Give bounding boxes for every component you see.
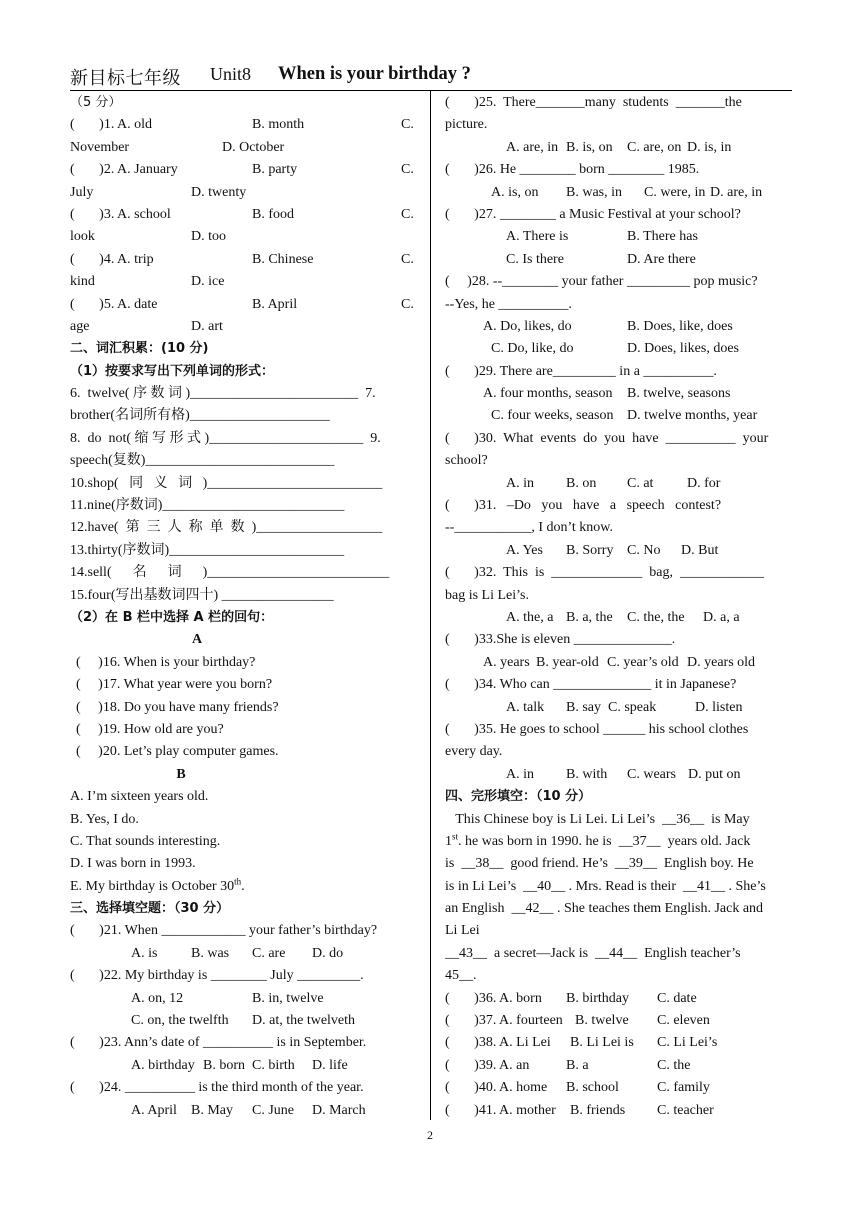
question-28: ( )28. --________ your father _________ pop music? xyxy=(445,274,758,290)
question-24-options: A. April B. May C. June D. March xyxy=(131,1102,366,1118)
match-19: ( )19. How old are you? xyxy=(76,721,224,737)
question-28-options-1: A. Do, likes, do B. Does, like, does xyxy=(483,318,733,334)
question-30-options: A. in B. on C. at D. for xyxy=(506,475,721,491)
passage-line-3: is __38__ good friend. He’s __39__ English boy. He xyxy=(445,856,754,872)
vocab-8: 8. do not( 缩 写 形 式 )______________________ 9. xyxy=(70,430,381,446)
question-33: ( )33.She is eleven ______________. xyxy=(445,632,676,648)
match-17: ( )17. What year were you born? xyxy=(76,677,273,693)
answer-d: D. I was born in 1993. xyxy=(70,856,196,872)
page-header xyxy=(70,62,792,91)
section-2-sub1: （1）按要求写出下列单词的形式： xyxy=(70,363,275,379)
passage-line-7: __43__ a secret—Jack is __44__ English teacher’s xyxy=(445,945,741,961)
passage-line-8: 45__. xyxy=(445,968,477,984)
question-30-cont: school? xyxy=(445,453,488,469)
answer-e: E. My birthday is October 30th. xyxy=(70,876,245,894)
question-23: ( )23. Ann’s date of __________ is in September. xyxy=(70,1035,367,1051)
question-30: ( )30. What events do you have __________ your xyxy=(445,430,769,446)
question-27-options-2: C. Is there D. Are there xyxy=(506,251,696,267)
page-number: 2 xyxy=(427,1128,433,1142)
column-divider xyxy=(430,90,431,1120)
question-24: ( )24. __________ is the third month of the year. xyxy=(70,1080,364,1096)
question-22-options-2: C. on, the twelfth D. at, the twelveth xyxy=(131,1013,356,1029)
vocab-9: speech(复数)___________________________ xyxy=(70,453,335,469)
question-4-cont: kind D. ice xyxy=(70,274,225,290)
question-5: ( )5. A. date B. April C. xyxy=(70,296,414,312)
vocab-15: 15.four(写出基数词四十) ________________ xyxy=(70,587,334,603)
question-29-options-2: C. four weeks, season D. twelve months, year xyxy=(491,408,758,424)
passage-line-5: an English __42__ . She teaches them English. Jack and xyxy=(445,901,764,917)
right-column xyxy=(445,92,792,1122)
question-34: ( )34. Who can ______________ it in Japanese? xyxy=(445,677,737,693)
match-18: ( )18. Do you have many friends? xyxy=(76,699,279,715)
section-3-title: 三、选择填空题：（30 分） xyxy=(70,901,230,917)
question-25-options: A. are, in B. is, on C. are, on D. is, in xyxy=(506,139,732,155)
header-unit: Unit8 xyxy=(210,64,252,84)
passage-line-1: This Chinese boy is Li Lei. Li Lei’s __36__ is May xyxy=(445,811,750,827)
question-29: ( )29. There are_________ in a __________. xyxy=(445,363,717,379)
header-grade: 新目标七年级 xyxy=(70,68,181,89)
question-37: ( )37. A. fourteen B. twelve C. eleven xyxy=(445,1013,710,1029)
question-23-options: A. birthday B. born C. birth D. life xyxy=(131,1057,348,1073)
question-35-options: A. in B. with C. wears D. put on xyxy=(506,766,741,782)
question-34-options: A. talk B. say C. speak D. listen xyxy=(506,699,743,715)
question-32-cont: bag is Li Lei’s. xyxy=(445,587,529,603)
match-16: ( )16. When is your birthday? xyxy=(76,654,256,670)
question-32-options: A. the, a B. a, the C. the, the D. a, a xyxy=(506,609,740,625)
question-38: ( )38. A. Li Lei B. Li Lei is C. Li Lei’s xyxy=(445,1035,718,1051)
question-26: ( )26. He ________ born ________ 1985. xyxy=(445,162,700,178)
question-1: ( )1. A. old B. month C. xyxy=(70,117,414,133)
section-2-sub2: （2）在 B 栏中选择 A 栏的回句： xyxy=(70,609,274,625)
question-21: ( )21. When ____________ your father’s birthday? xyxy=(70,923,378,939)
header-title: When is your birthday ? xyxy=(278,64,471,84)
passage-line-4: is in Li Lei’s __40__ . Mrs. Read is their __41__ . She’s xyxy=(445,878,766,894)
question-39: ( )39. A. an B. a C. the xyxy=(445,1057,691,1073)
question-28-options-2: C. Do, like, do D. Does, likes, does xyxy=(491,341,739,357)
passage-line-2: 1st. he was born in 1990. he is __37__ years old. Jack xyxy=(445,831,751,849)
question-27: ( )27. ________ a Music Festival at your school? xyxy=(445,206,741,222)
vocab-10: 10.shop( 同 义 词 )_________________________ xyxy=(70,475,383,491)
vocab-11: 11.nine(序数词)__________________________ xyxy=(70,498,345,514)
question-25-cont: picture. xyxy=(445,117,488,133)
question-3: ( )3. A. school B. food C. xyxy=(70,206,414,222)
score-note: （5 分） xyxy=(70,95,122,110)
passage-line-6: Li Lei xyxy=(445,923,480,939)
question-35: ( )35. He goes to school ______ his school clothes xyxy=(445,721,749,737)
question-33-options: A. years B. year-old C. year’s old D. years old xyxy=(483,654,756,670)
left-column xyxy=(70,92,415,1122)
question-41: ( )41. A. mother B. friends C. teacher xyxy=(445,1102,714,1118)
question-1-cont: November D. October xyxy=(70,139,285,155)
question-27-options-1: A. There is B. There has xyxy=(506,229,698,245)
question-31: ( )31. –Do you have a speech contest? xyxy=(445,498,722,514)
answer-b: B. Yes, I do. xyxy=(70,811,139,827)
match-20: ( )20. Let’s play computer games. xyxy=(76,744,279,760)
question-22-options-1: A. on, 12 B. in, twelve xyxy=(131,990,324,1006)
answer-a: A. I’m sixteen years old. xyxy=(70,789,209,805)
question-2-cont: July D. twenty xyxy=(70,184,247,200)
question-4: ( )4. A. trip B. Chinese C. xyxy=(70,251,414,267)
question-36: ( )36. A. born B. birthday C. date xyxy=(445,990,697,1006)
section-4-title: 四、完形填空：（10 分） xyxy=(445,789,592,805)
question-35-cont: every day. xyxy=(445,744,503,760)
question-26-options: A. is, on B. was, in C. were, in D. are, in xyxy=(491,184,763,200)
vocab-6: 6. twelve( 序 数 词 )________________________ 7. xyxy=(70,386,376,402)
question-22: ( )22. My birthday is ________ July _________. xyxy=(70,968,364,984)
question-31-cont: --___________, I don’t know. xyxy=(445,520,613,536)
question-28-cont: --Yes, he __________. xyxy=(445,296,572,312)
question-40: ( )40. A. home B. school C. family xyxy=(445,1080,710,1096)
vocab-7: brother(名词所有格)____________________ xyxy=(70,408,330,424)
answer-c: C. That sounds interesting. xyxy=(70,833,221,849)
question-25: ( )25. There_______many students _______the xyxy=(445,95,742,110)
question-3-cont: look D. too xyxy=(70,229,226,245)
vocab-14: 14.sell( 名 词 )__________________________ xyxy=(70,565,390,581)
column-a-heading: A xyxy=(191,632,203,648)
section-2-title: 二、词汇积累：(10 分) xyxy=(70,341,209,357)
vocab-12: 12.have( 第 三 人 称 单 数 )__________________ xyxy=(70,520,383,536)
question-31-options: A. Yes B. Sorry C. No D. But xyxy=(506,542,719,558)
question-21-options: A. is B. was C. are D. do xyxy=(131,945,344,961)
question-2: ( )2. A. January B. party C. xyxy=(70,162,414,178)
question-5-cont: age D. art xyxy=(70,318,223,334)
question-29-options-1: A. four months, season B. twelve, seasons xyxy=(483,386,731,402)
vocab-13: 13.thirty(序数词)_________________________ xyxy=(70,542,345,558)
question-32: ( )32. This is _____________ bag, ____________ xyxy=(445,565,765,581)
column-b-heading: B xyxy=(176,766,186,782)
